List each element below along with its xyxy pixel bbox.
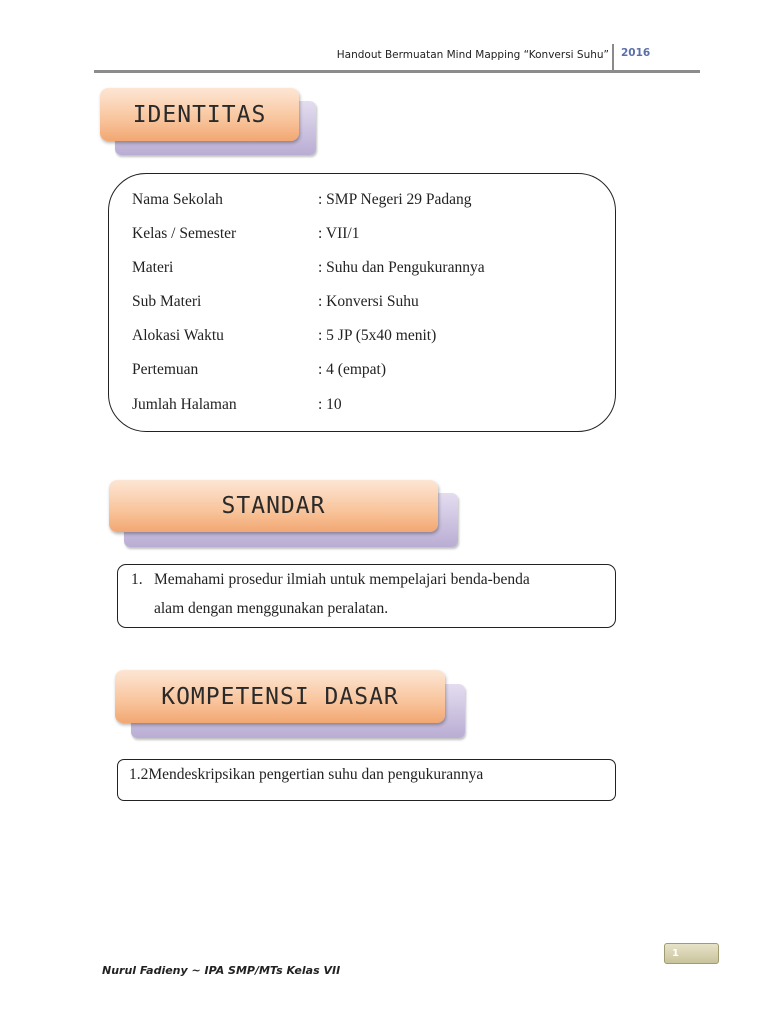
identitas-box bbox=[108, 173, 616, 432]
identitas-value: : Suhu dan Pengukurannya bbox=[318, 259, 485, 276]
header-rule bbox=[94, 70, 700, 73]
page-number: 1 bbox=[672, 948, 679, 959]
page-number-badge bbox=[664, 943, 719, 964]
kompetensi-box bbox=[117, 759, 616, 801]
standar-item-number: 1. bbox=[131, 571, 143, 588]
identitas-value: : SMP Negeri 29 Padang bbox=[318, 191, 472, 208]
standar-box bbox=[117, 564, 616, 628]
standar-item-line-1: Memahami prosedur ilmiah untuk mempelajari benda-benda bbox=[154, 571, 530, 588]
footer-author: Nurul Fadieny ~ IPA SMP/MTs Kelas VII bbox=[102, 964, 341, 977]
header-divider bbox=[612, 44, 614, 71]
standar-title: STANDAR bbox=[221, 493, 326, 519]
identitas-value: : 5 JP (5x40 menit) bbox=[318, 327, 437, 344]
identitas-label: Materi bbox=[132, 259, 174, 276]
standar-item-line-2: alam dengan menggunakan peralatan. bbox=[154, 600, 389, 617]
identitas-label: Sub Materi bbox=[132, 293, 202, 310]
kompetensi-banner bbox=[115, 670, 445, 723]
identitas-label: Kelas / Semester bbox=[132, 225, 237, 242]
identitas-banner bbox=[100, 88, 299, 141]
header-title: Handout Bermuatan Mind Mapping “Konversi Suhu” bbox=[336, 49, 609, 61]
header-year: 2016 bbox=[621, 47, 651, 59]
kompetensi-title: KOMPETENSI DASAR bbox=[161, 683, 399, 710]
identitas-value: : Konversi Suhu bbox=[318, 293, 419, 310]
kompetensi-item: 1.2Mendeskripsikan pengertian suhu dan pengukurannya bbox=[129, 766, 484, 783]
standar-banner bbox=[109, 480, 438, 532]
identitas-label: Nama Sekolah bbox=[132, 191, 223, 208]
identitas-label: Alokasi Waktu bbox=[132, 327, 224, 344]
identitas-value: : 4 (empat) bbox=[318, 361, 387, 378]
identitas-label: Jumlah Halaman bbox=[132, 396, 237, 413]
identitas-label: Pertemuan bbox=[132, 361, 199, 378]
identitas-value: : VII/1 bbox=[318, 225, 360, 242]
identitas-value: : 10 bbox=[318, 396, 342, 413]
identitas-title: IDENTITAS bbox=[132, 101, 267, 128]
